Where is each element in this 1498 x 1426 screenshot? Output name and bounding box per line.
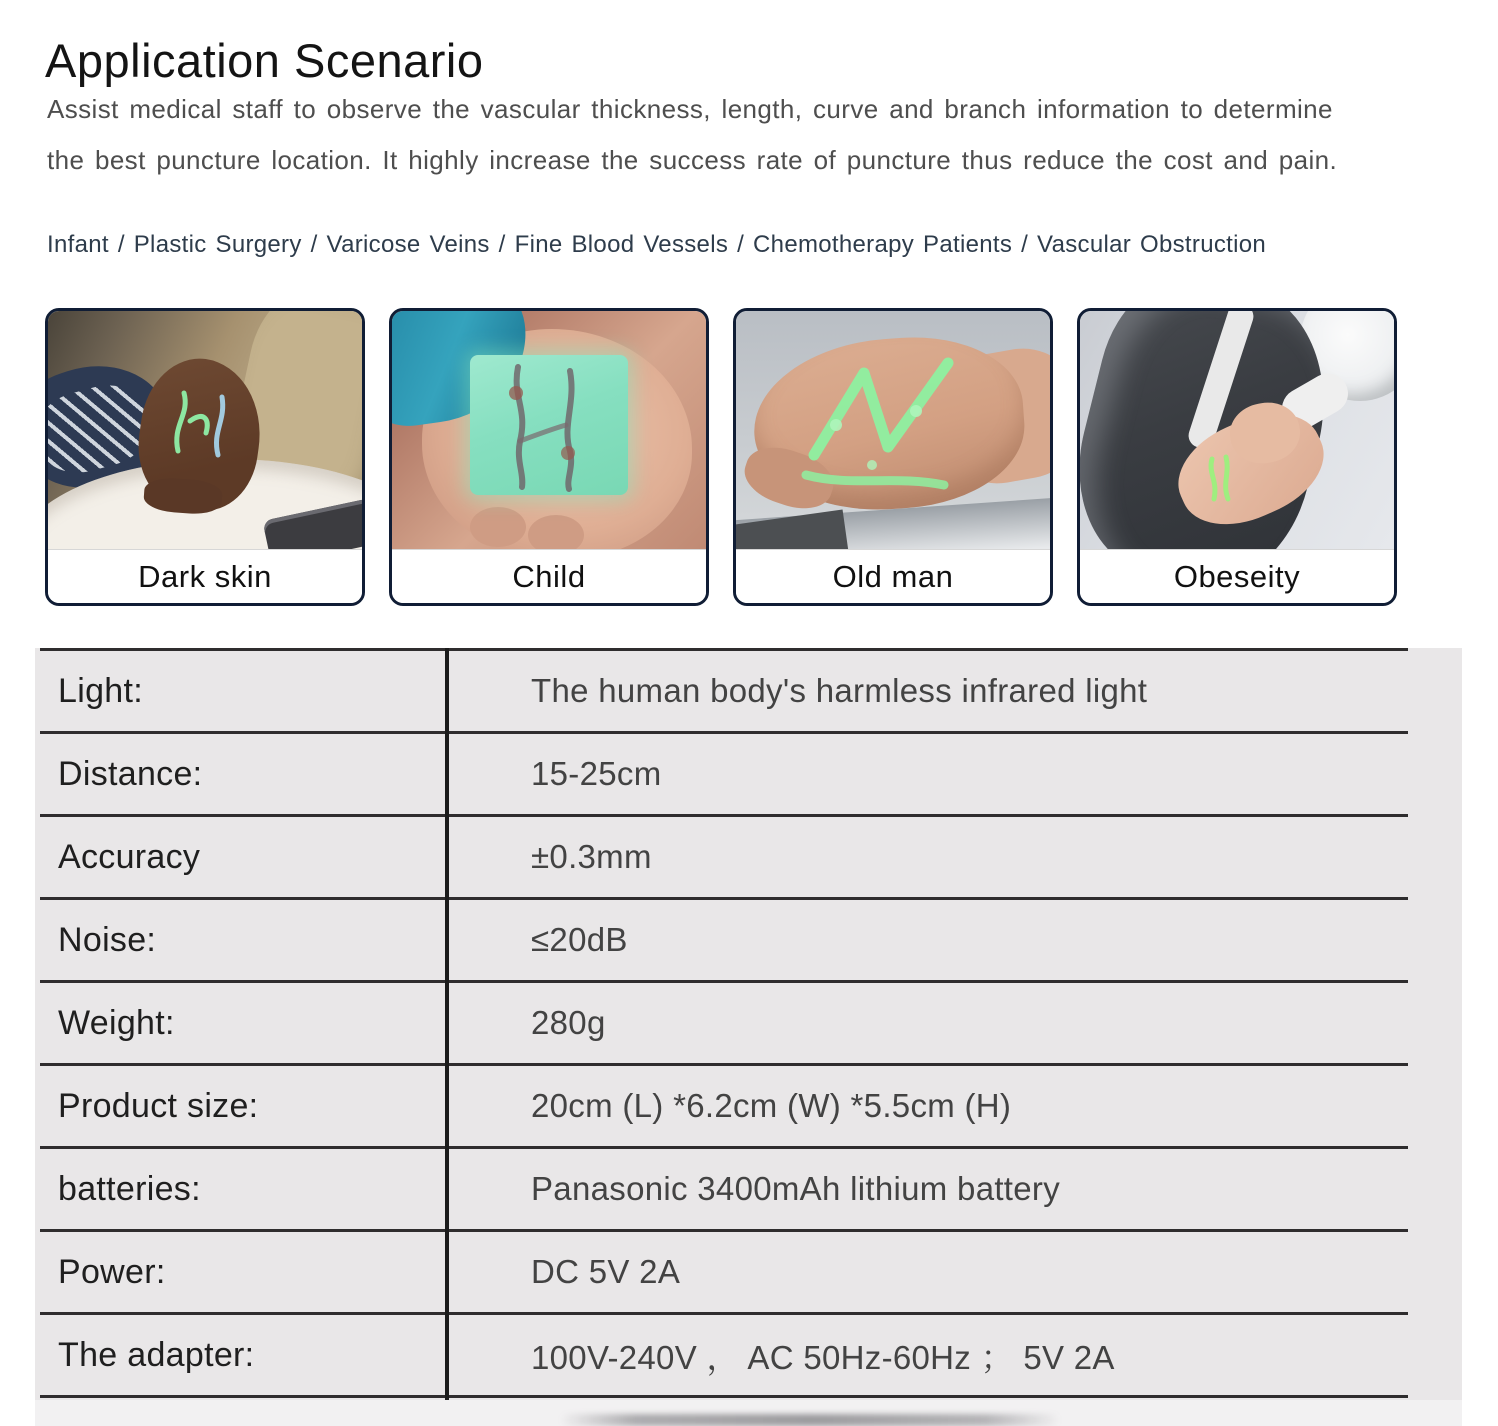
spec-label: Light: <box>58 671 143 710</box>
spec-value: 20cm (L) *6.2cm (W) *5.5cm (H) <box>531 1087 1012 1124</box>
spec-value: ±0.3mm <box>531 838 652 875</box>
intro-paragraph <box>47 84 1447 186</box>
vein-projection-graphic <box>1198 451 1242 507</box>
spec-row-light <box>40 651 1408 734</box>
spec-label: Product size: <box>58 1086 259 1125</box>
spec-row-weight <box>40 983 1408 1066</box>
spec-row-adapter <box>40 1315 1408 1398</box>
table-column-divider <box>445 648 449 1400</box>
vein-projection-graphic <box>776 347 996 497</box>
spec-value: 100V-240V ， AC 50Hz-60Hz ； 5V 2A <box>531 1338 1115 1376</box>
spec-row-accuracy <box>40 817 1408 900</box>
intro-line-1: Assist medical staff to observe the vascular thickness, length, curve and branch information to determine <box>47 94 1333 124</box>
spec-label: The adapter: <box>58 1335 255 1374</box>
spec-row-noise <box>40 900 1408 983</box>
page-title: Application Scenario <box>45 34 484 88</box>
vein-projection-graphic <box>160 381 250 465</box>
spec-value: DC 5V 2A <box>531 1253 681 1290</box>
spec-label: Noise: <box>58 920 157 959</box>
spec-label: Weight: <box>58 1003 175 1042</box>
card-caption: Old man <box>736 549 1050 603</box>
spec-value: 15-25cm <box>531 755 662 792</box>
vein-projection-graphic <box>470 355 628 495</box>
spec-row-batteries <box>40 1149 1408 1232</box>
card-caption: Obeseity <box>1080 549 1394 603</box>
photo-old-man <box>736 311 1050 549</box>
spec-value: ≤20dB <box>531 921 628 958</box>
card-dark-skin <box>45 308 365 606</box>
intro-line-2: the best puncture location. It highly increase the success rate of puncture thus reduce the cost and pain. <box>47 145 1338 175</box>
card-caption: Child <box>392 549 706 603</box>
photo-obesity <box>1080 311 1394 549</box>
card-obesity <box>1077 308 1397 606</box>
spec-table <box>35 648 1462 1400</box>
photo-dark-skin <box>48 311 362 549</box>
spec-value: The human body's harmless infrared light <box>531 672 1148 709</box>
spec-label: Accuracy <box>58 837 201 876</box>
spec-row-distance <box>40 734 1408 817</box>
spec-label: batteries: <box>58 1169 201 1208</box>
spec-rows <box>40 648 1408 1398</box>
cropped-content-smudge <box>560 1414 1060 1426</box>
card-caption: Dark skin <box>48 549 362 603</box>
photo-child <box>392 311 706 549</box>
scenario-cards <box>45 308 1453 606</box>
card-old-man <box>733 308 1053 606</box>
spec-row-product-size <box>40 1066 1408 1149</box>
spec-value: 280g <box>531 1004 606 1041</box>
spec-label: Distance: <box>58 754 203 793</box>
spec-row-power <box>40 1232 1408 1315</box>
application-categories: Infant / Plastic Surgery / Varicose Veins / Fine Blood Vessels / Chemotherapy Patients / Vascular Obstruction <box>47 231 1267 258</box>
card-child <box>389 308 709 606</box>
spec-value: Panasonic 3400mAh lithium battery <box>531 1170 1061 1207</box>
spec-label: Power: <box>58 1252 166 1291</box>
